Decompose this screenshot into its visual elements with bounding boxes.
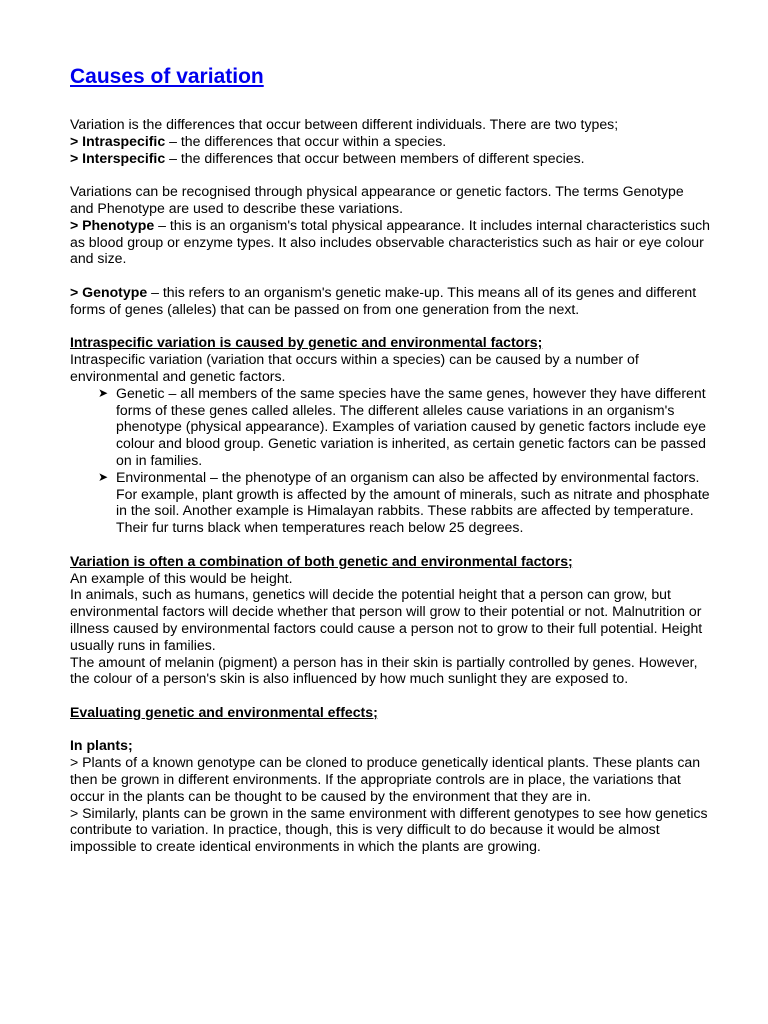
arrow-bullet-icon: ➤ (98, 385, 109, 400)
list-item: ➤ Genetic – all members of the same species have the same genes, however they have different forms of these genes called alleles. The different alleles cause variations in an organism's phenotype (physical appearance). Examples of variation caused by genetic factors include eye colour and blood group. Genetic variation is inherited, as certain genetic factors can be passed on in families. (98, 384, 706, 468)
arrow-bullet-icon: ➤ (98, 469, 109, 484)
page-title: Causes of variation (70, 65, 264, 88)
genotype-definition: > Genotype – this refers to an organism's genetic make-up. This means all of its genes and different forms of genes (alleles) that can be passed on from one generation from the next. (70, 283, 697, 317)
plants-point-2: > Similarly, plants can be grown in the same environment with different genotypes to see how genetics contribute to variation. In practice, though, this is very difficult to do because it would be almost impossible to create identical environments in which the plants are growing. (70, 804, 708, 855)
interspecific-term: Interspecific (82, 149, 166, 166)
intraspecific-heading: Intraspecific variation is caused by genetic and environmental factors; (70, 334, 543, 351)
intraspecific-text: Intraspecific variation (variation that occurs within a species) can be caused by a number of environmental and genetic factors. (70, 351, 639, 384)
intraspecific-definition: > Intraspecific – the differences that occur within a species. (70, 132, 447, 149)
document-body (70, 116, 710, 855)
recognition-text: Variations can be recognised through physical appearance or genetic factors. The terms Genotype and Phenotype are used to describe these variations. (70, 183, 684, 216)
intro-line: Variation is the differences that occur between different individuals. There are two types; (70, 116, 619, 132)
list-item: ➤ Environmental – the phenotype of an organism can also be affected by environmental factors. For example, plant growth is affected by the amount of minerals, such as nitrate and phosphate in the soil. Another example is Himalayan rabbits. These rabbits are affected by temperature. Their fur turns black when temperatures reach below 25 degrees. (98, 468, 710, 536)
intraspecific-term: Intraspecific (82, 132, 166, 149)
combination-line-1: An example of this would be height. (70, 569, 293, 586)
genotype-term: Genotype (82, 283, 148, 300)
evaluating-heading: Evaluating genetic and environmental effects; (70, 703, 378, 720)
combination-line-3: The amount of melanin (pigment) a person has in their skin is partially controlled by genes. However, the colour of a person's skin is also influenced by how much sunlight they are exposed to. (70, 653, 698, 687)
phenotype-definition: > Phenotype – this is an organism's total physical appearance. It includes internal characteristics such as blood group or enzyme types. It also includes observable characteristics such as hair or eye colour and size. (70, 216, 710, 267)
combination-line-2: In animals, such as humans, genetics will decide the potential height that a person can grow, but environmental factors will decide whether that person will grow to their potential or not. Malnutrition or illness caused by environmental factors could cause a person not to grow to their full potential. Height usually runs in families. (70, 586, 703, 653)
combination-heading: Variation is often a combination of both genetic and environmental factors; (70, 552, 573, 569)
plants-point-1: > Plants of a known genotype can be cloned to produce genetically identical plants. These plants can then be grown in different environments. If the appropriate controls are in place, the variations that occur in the plants can be thought to be caused by the environment that they are in. (70, 754, 701, 804)
interspecific-definition: > Interspecific – the differences that occur between members of different species. (70, 149, 585, 166)
factor-list (70, 385, 710, 536)
plants-subheading: In plants; (70, 737, 133, 754)
phenotype-term: Phenotype (82, 216, 155, 233)
